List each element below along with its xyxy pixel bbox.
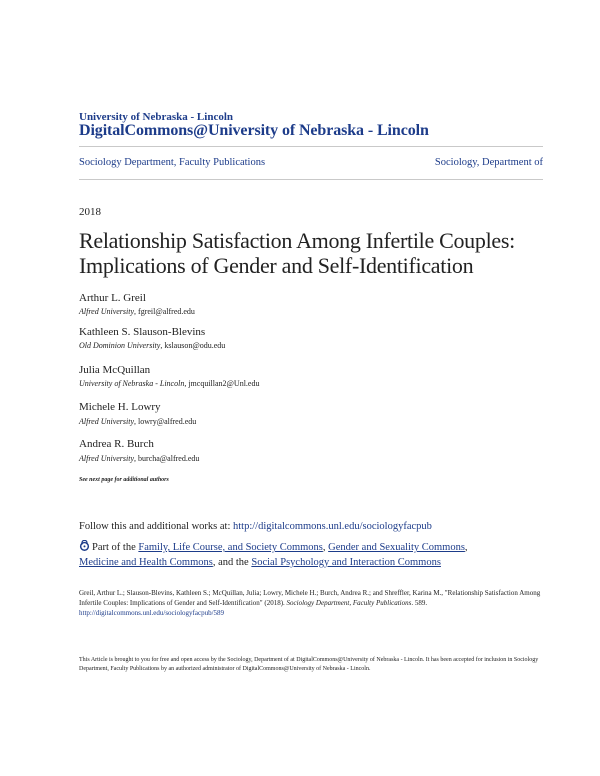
author-name: Michele H. Lowry [79, 401, 161, 413]
open-access-icon [79, 540, 90, 551]
citation-number: . 589. [411, 599, 428, 607]
author-email: , fgreil@alfred.edu [134, 307, 195, 316]
author-email: , burcha@alfred.edu [134, 454, 200, 463]
article-title [79, 228, 549, 278]
divider-bottom [79, 179, 543, 180]
institution-name[interactable]: University of Nebraska - Lincoln [79, 111, 233, 123]
separator: , [464, 542, 468, 553]
author-affiliation [79, 454, 199, 463]
author-email: , kslauson@odu.edu [160, 341, 226, 350]
divider-top [79, 146, 543, 147]
follow-prefix: Follow this and additional works at: [79, 521, 233, 532]
social-psychology-commons-link[interactable]: Social Psychology and Interaction Commons [251, 557, 441, 568]
title-line-1: Relationship Satisfaction Among Infertile Couples: [79, 228, 515, 253]
title-line-2: Implications of Gender and Self-Identification [79, 253, 474, 278]
medicine-health-commons-link[interactable]: Medicine and Health Commons [79, 557, 213, 568]
affiliation-name: Alfred University [79, 454, 135, 463]
author-email: , jmcquillan2@Unl.edu [184, 379, 260, 388]
citation-text: Greil, Arthur L.; Slauson-Blevins, Kathleen S.; McQuillan, Julia; Lowry, Michele H.; Burch, Andrea R.; and Shreffler, Karina M., "Relationship Satisfaction Among Infertile Couples: Implications of Gender and Self-Identification" (2018). [79, 589, 541, 607]
part-of-commons [79, 540, 549, 570]
author-name: Julia McQuillan [79, 364, 151, 376]
family-life-course-commons-link[interactable]: Family, Life Course, and Society Commons [138, 542, 323, 553]
breadcrumb-department-link[interactable]: Sociology, Department of [434, 157, 543, 168]
citation-series: Sociology Department, Faculty Publications [286, 599, 412, 607]
part-of-prefix: Part of the [92, 542, 139, 553]
affiliation-name: Old Dominion University [79, 341, 161, 350]
separator: , [322, 542, 329, 553]
author-affiliation [79, 307, 195, 316]
affiliation-name: Alfred University [79, 417, 135, 426]
author-affiliation [79, 341, 225, 350]
breadcrumb-series-link[interactable]: Sociology Department, Faculty Publications [79, 157, 266, 168]
follow-line [79, 521, 432, 532]
author-name: Arthur L. Greil [79, 292, 146, 304]
affiliation-name: Alfred University [79, 307, 135, 316]
author-name: Kathleen S. Slauson-Blevins [79, 326, 206, 338]
separator: , and the [212, 557, 252, 568]
affiliation-name: University of Nebraska - Lincoln [79, 379, 185, 388]
collection-url-link[interactable]: http://digitalcommons.unl.edu/sociologyfacpub [233, 521, 432, 532]
author-affiliation [79, 379, 259, 388]
publication-year: 2018 [79, 206, 101, 218]
gender-sexuality-commons-link[interactable]: Gender and Sexuality Commons [328, 542, 465, 553]
repository-name[interactable]: DigitalCommons@University of Nebraska - Lincoln [79, 122, 429, 139]
recommended-citation [79, 588, 549, 618]
see-more-authors-note: See next page for additional authors [79, 477, 169, 483]
citation-url-link[interactable]: http://digitalcommons.unl.edu/sociologyfacpub/589 [79, 609, 225, 617]
access-notice: This Article is brought to you for free and open access by the Sociology, Department of at DigitalCommons@University of Nebraska - Lincoln. It has been accepted for inclusion in Sociology Department, Faculty Publications by an authorized administrator of DigitalCommons@University of Nebraska - Lincoln. [79, 657, 539, 672]
author-name: Andrea R. Burch [79, 438, 154, 450]
author-affiliation [79, 417, 196, 426]
author-email: , lowry@alfred.edu [134, 417, 197, 426]
